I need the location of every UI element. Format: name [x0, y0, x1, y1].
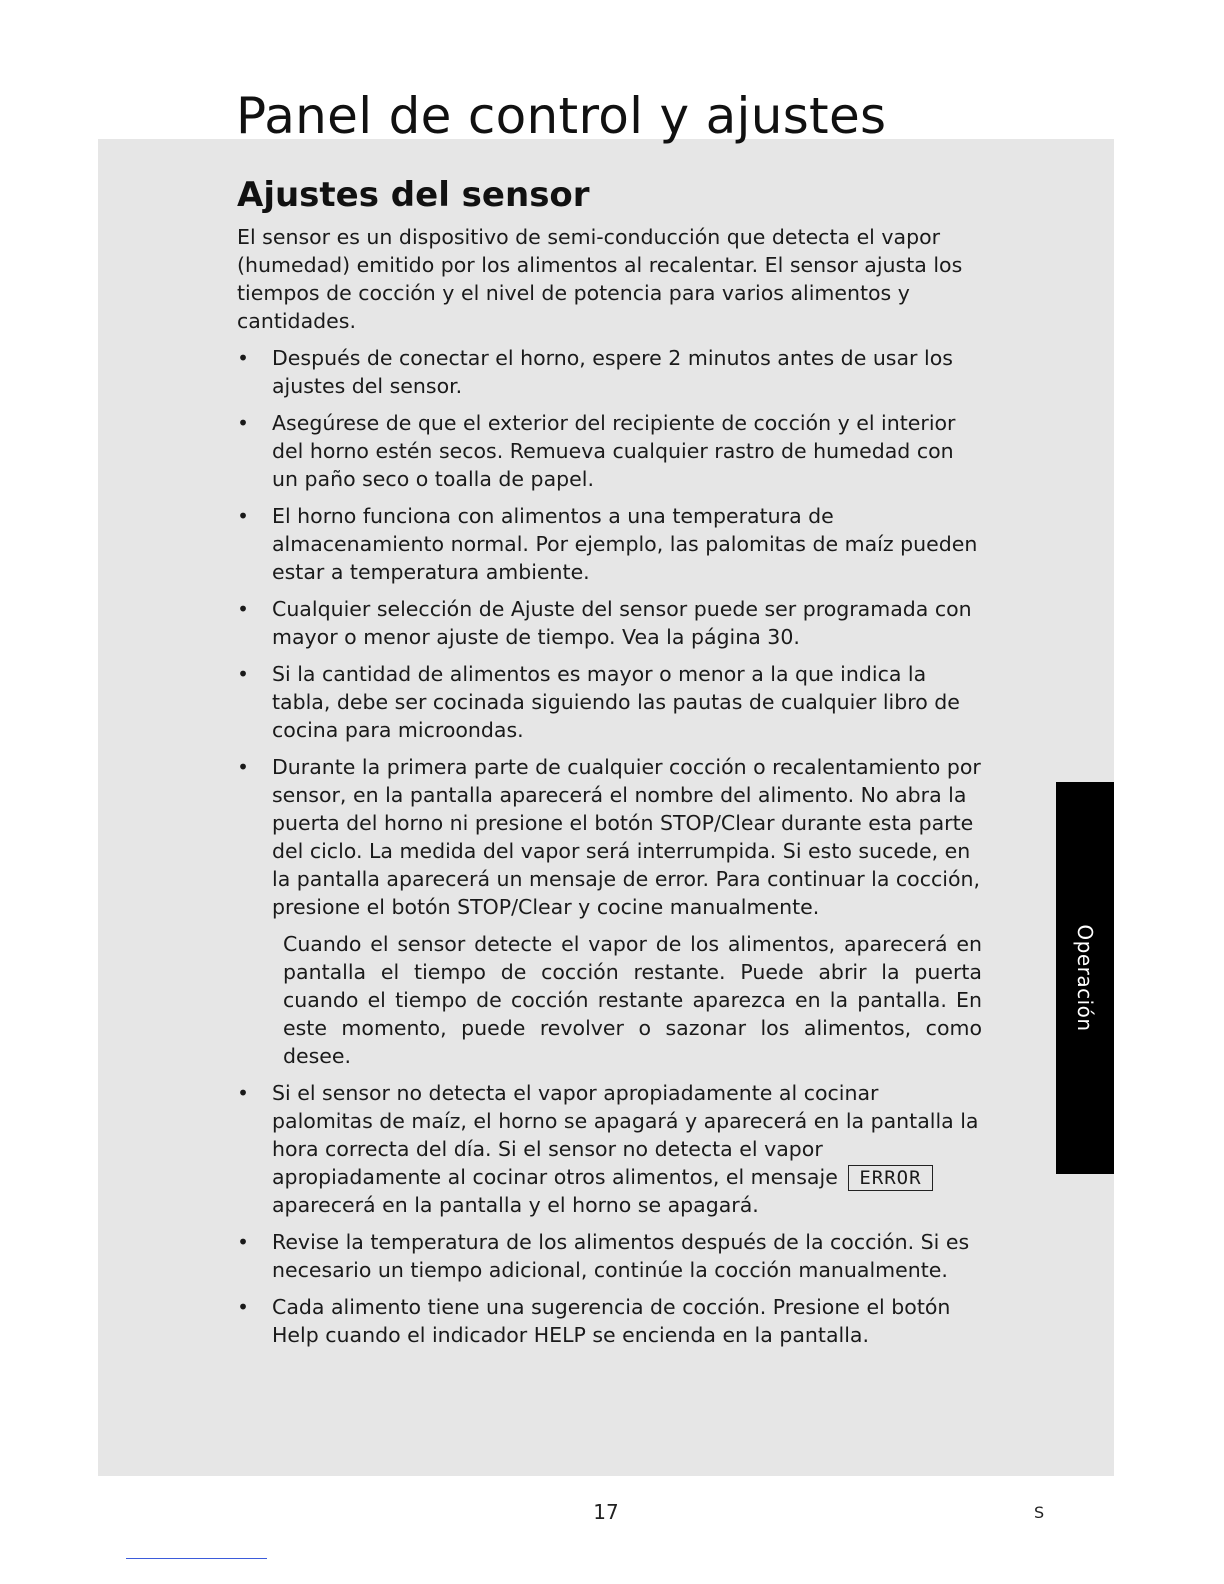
bullet-icon: •: [237, 1294, 249, 1319]
bullet-list: [237, 344, 982, 1349]
bullet-icon: •: [237, 754, 249, 779]
list-item: [237, 409, 982, 493]
error-display-message: ERROR: [848, 1165, 932, 1191]
list-item: [237, 1293, 982, 1349]
list-item-text: Si el sensor no detecta el vapor apropiadamente al cocinar palomitas de maíz, el horno se apagará y aparecerá en la pantalla la hora correcta del día. Si el sensor no detecta el vapor apropiadamente al cocinar otros alimentos, el mensaje: [272, 1080, 979, 1189]
bullet-icon: •: [237, 1229, 249, 1254]
page-number: 17: [593, 1500, 619, 1524]
list-item-text: Después de conectar el horno, espere 2 minutos antes de usar los ajustes del sensor.: [272, 345, 953, 398]
list-item-text: Cada alimento tiene una sugerencia de cocción. Presione el botón Help cuando el indicador HELP se encienda en la pantalla.: [272, 1294, 951, 1347]
list-item-text: Revise la temperatura de los alimentos después de la cocción. Si es necesario un tiempo adicional, continúe la cocción manualmente.: [272, 1229, 970, 1282]
bullet-icon: •: [237, 1080, 249, 1105]
list-item-text: El horno funciona con alimentos a una temperatura de almacenamiento normal. Por ejemplo, las palomitas de maíz pueden estar a temperatura ambiente.: [272, 503, 978, 584]
bullet-icon: •: [237, 661, 249, 686]
list-item: [237, 1079, 982, 1219]
footer-divider: [126, 1558, 267, 1559]
section-side-tab: [1056, 782, 1114, 1174]
list-item-subparagraph: Cuando el sensor detecte el vapor de los alimentos, aparecerá en pantalla el tiempo de cocción restante. Puede abrir la puerta cuando el tiempo de cocción restante aparezca en la pantalla. En este momento, puede revolver o sazonar los alimentos, como desee.: [283, 931, 982, 1068]
list-item: [237, 1228, 982, 1284]
list-item-text: Durante la primera parte de cualquier cocción o recalentamiento por sensor, en la pantalla aparecerá el nombre del alimento. No abra la puerta del horno ni presione el botón STOP/Clear durante esta parte del ciclo. La medida del vapor será interrumpida. Si esto sucede, en la pantalla aparecerá un mensaje de error. Para continuar la cocción, presione el botón STOP/Clear y cocine manualmente.: [272, 754, 981, 919]
language-marker: S: [1034, 1503, 1045, 1522]
bullet-icon: •: [237, 503, 249, 528]
section-title: Ajustes del sensor: [237, 175, 590, 215]
list-item-text: aparecerá en la pantalla y el horno se apagará.: [272, 1192, 759, 1217]
bullet-icon: •: [237, 345, 249, 370]
list-item: [237, 502, 982, 586]
list-item: [237, 660, 982, 744]
list-item-text: Cualquier selección de Ajuste del sensor puede ser programada con mayor o menor ajuste de tiempo. Vea la página 30.: [272, 596, 972, 649]
list-item: [237, 344, 982, 400]
side-tab-label: Operación: [1073, 924, 1097, 1032]
list-item: [237, 595, 982, 651]
intro-paragraph: El sensor es un dispositivo de semi-conducción que detecta el vapor (humedad) emitido por los alimentos al recalentar. El sensor ajusta los tiempos de cocción y el nivel de potencia para varios alimentos y cantidades.: [237, 224, 963, 333]
list-item: [237, 753, 982, 1070]
section-content: [237, 174, 982, 1358]
list-item-text: Asegúrese de que el exterior del recipiente de cocción y el interior del horno estén secos. Remueva cualquier rastro de humedad con un paño seco o toalla de papel.: [272, 410, 956, 491]
bullet-icon: •: [237, 410, 249, 435]
list-item-text: Si la cantidad de alimentos es mayor o menor a la que indica la tabla, debe ser cocinada siguiendo las pautas de cualquier libro de cocina para microondas.: [272, 661, 960, 742]
page-title: Panel de control y ajustes: [236, 87, 887, 145]
bullet-icon: •: [237, 596, 249, 621]
